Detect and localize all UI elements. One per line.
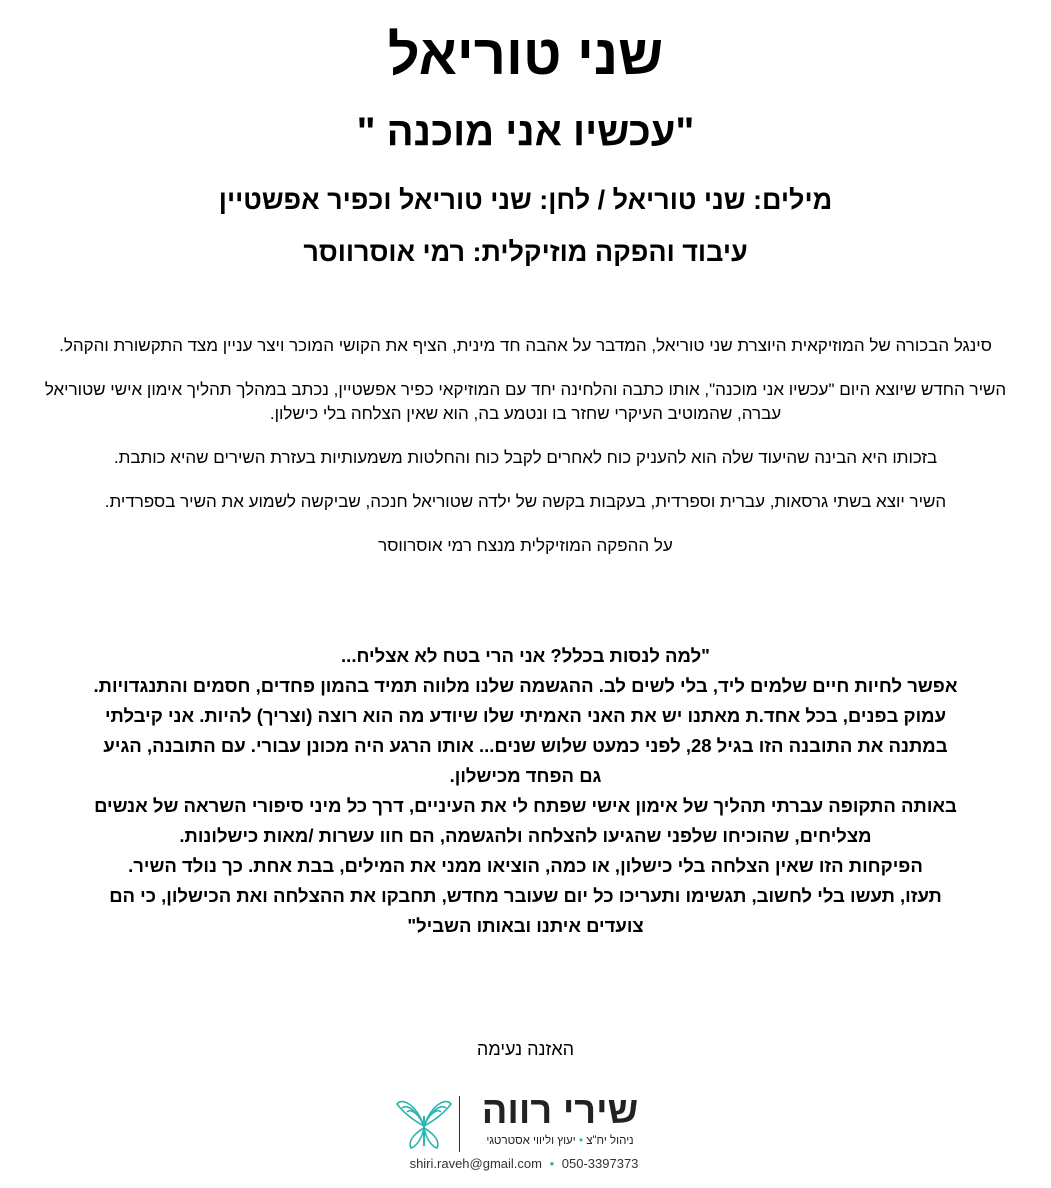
quote-line: צועדים איתנו ובאותו השביל" xyxy=(407,915,644,936)
contact-phone[interactable]: 050-3397373 xyxy=(561,1156,639,1171)
closing-note: האזנה נעימה xyxy=(476,1039,575,1059)
bio-paragraph: השיר החדש שיוצא היום "עכשיו אני מוכנה", אותו כתבה והלחינה יחד עם המוזיקאי כפיר אפשטיין, נכתב במהלך תהליך אימון אישי שטוריאל עברה, שהמוטיב העיקרי שחזר בו ונטמע בה, הוא שאין הצלחה בלי כישלון. xyxy=(44,380,1007,423)
butterfly-icon xyxy=(393,1096,455,1152)
quote-line: מצליחים, שהוכיחו שלפני שהגיעו להצלחה ולהגשמה, הם חוו עשרות /מאות כישלונות. xyxy=(179,825,872,846)
quote-line: גם הפחד מכישלון. xyxy=(449,765,602,786)
bio-paragraph: על ההפקה המוזיקלית מנצח רמי אוסרווסר xyxy=(378,536,673,555)
quote-line: באותה התקופה עברתי תהליך של אימון אישי שפתח לי את העיניים, דרך כל מיני סיפורי השראה של אנשים xyxy=(94,795,957,816)
pr-logo xyxy=(393,1090,655,1174)
quote-line: הפיקחות הזו שאין הצלחה בלי כישלון, או כמה, הוציאו ממני את המילים, בבת אחת. כך נולד השיר. xyxy=(128,855,923,876)
contact-email[interactable]: shiri.raveh@gmail.com xyxy=(409,1156,542,1171)
tagline-part: יעוץ וליווי אסטרטגי xyxy=(486,1135,576,1147)
separator-dot-icon: • xyxy=(578,1135,583,1147)
separator-dot-icon: • xyxy=(549,1156,555,1171)
tagline-part: ניהול יח"צ xyxy=(586,1135,634,1147)
quote-line: במתנה את התובנה הזו בגיל 28, לפני כמעט שלוש שנים... אותו הרגע היה מכונן עבורי. עם התובנה, הגיע xyxy=(103,735,948,756)
contact-line xyxy=(393,1156,655,1172)
bio-paragraph: סינגל הבכורה של המוזיקאית היוצרת שני טוריאל, המדבר על אהבה חד מינית, הציף את הקושי המוכר ויצר עניין מצד התקשורת והקהל. xyxy=(59,336,992,355)
credits-line: מילים: שני טוריאל / לחן: שני טוריאל וכפיר אפשטיין xyxy=(218,185,833,215)
bio-section xyxy=(30,334,1021,578)
production-line: עיבוד והפקה מוזיקלית: רמי אוסרווסר xyxy=(303,237,748,267)
bio-paragraph: השיר יוצא בשתי גרסאות, עברית וספרדית, בעקבות בקשה של ילדה שטוריאל חנכה, שביקשה לשמוע את השיר בספרדית. xyxy=(104,492,947,511)
quote-line: "למה לנסות בכלל? אני הרי בטח לא אצליח... xyxy=(341,645,710,666)
quote-line: אפשר לחיות חיים שלמים ליד, בלי לשים לב. ההגשמה שלנו מלווה תמיד בהמון פחדים, חסמים והתנגדויות. xyxy=(93,675,958,696)
logo-divider xyxy=(459,1096,460,1152)
brand-tagline xyxy=(467,1134,653,1148)
brand-name: שירי רווה xyxy=(481,1090,639,1132)
quote-line: תעזו, תעשו בלי לחשוב, תגשימו ותעריכו כל יום שעובר מחדש, תחבקו את ההצלחה ואת הכישלון, כי הם xyxy=(109,885,942,906)
artist-quote xyxy=(20,641,1031,941)
quote-line: עמוק בפנים, בכל אחד.ת מאתנו יש את האני האמיתי שלו שיודע מה הוא רוצה (וצריך) להיות. אני קיבלתי xyxy=(104,705,947,726)
artist-name: שני טוריאל xyxy=(387,23,664,86)
bio-paragraph: בזכותו היא הבינה שהיעוד שלה הוא להעניק כוח לאחרים לקבל כוח והחלטות משמעותיות בעזרת השירים שהיא כותבת. xyxy=(113,448,938,467)
song-title: "עכשיו אני מוכנה " xyxy=(356,110,695,154)
